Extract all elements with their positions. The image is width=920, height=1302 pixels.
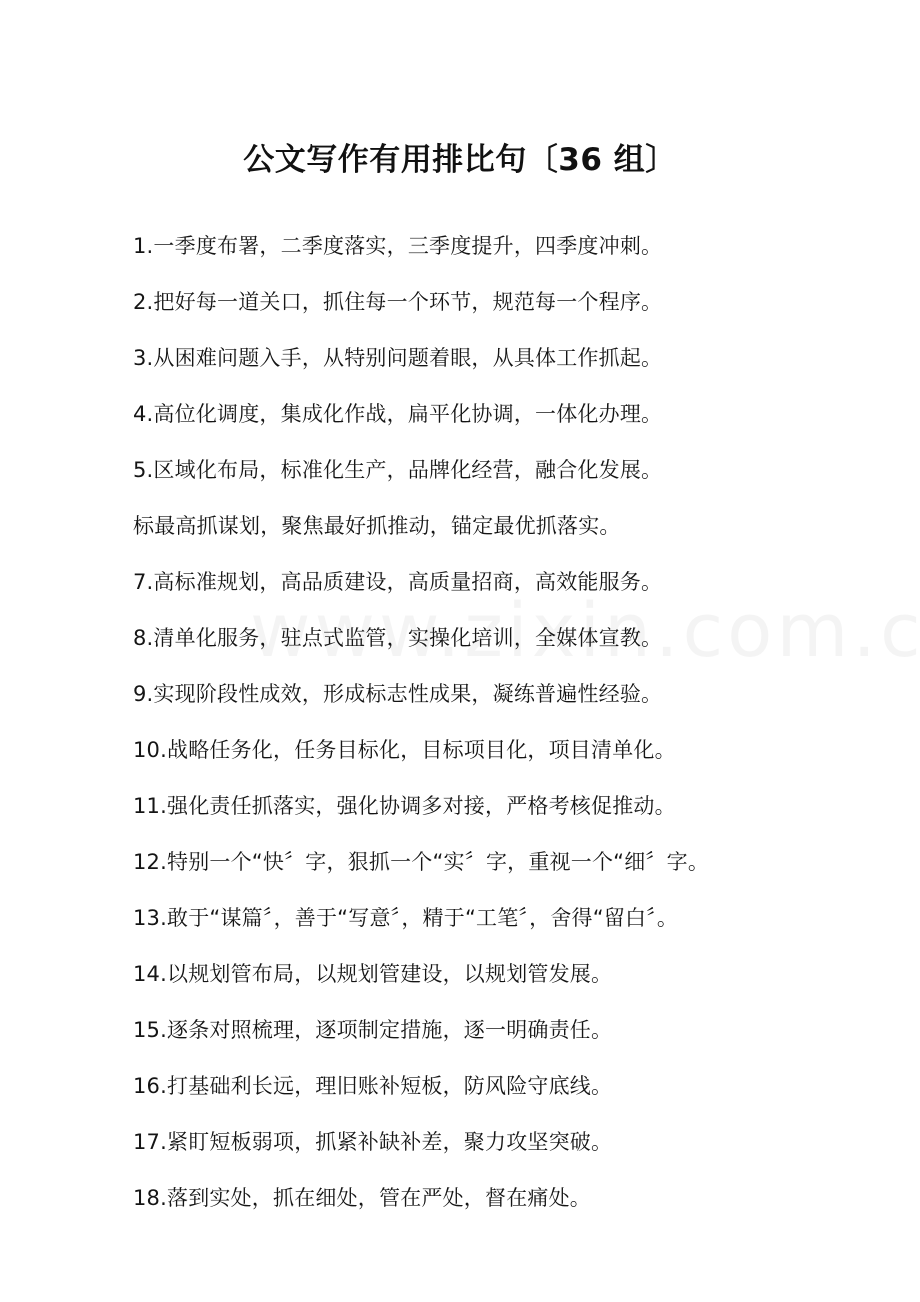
sentence-line: 18.落到实处，抓在细处，管在严处，督在痛处。 xyxy=(133,1186,591,1210)
sentence-line: 15.逐条对照梳理，逐项制定措施，逐一明确责任。 xyxy=(133,1018,613,1042)
sentence-line: 7.高标准规划，高品质建设，高质量招商，高效能服务。 xyxy=(133,570,663,594)
document-title: 公文写作有用排比句〔36 组〕 xyxy=(243,142,677,178)
sentence-line: 标最高抓谋划，聚焦最好抓推动，锚定最优抓落实。 xyxy=(133,514,621,538)
sentence-line: 17.紧盯短板弱项，抓紧补缺补差，聚力攻坚突破。 xyxy=(133,1130,613,1154)
sentence-line: 2.把好每一道关口，抓住每一个环节，规范每一个程序。 xyxy=(133,290,663,314)
sentence-line: 10.战略任务化，任务目标化，目标项目化，项目清单化。 xyxy=(133,738,676,762)
sentence-line: 8.清单化服务，驻点式监管，实操化培训，全媒体宣教。 xyxy=(133,626,663,650)
sentence-line: 13.敢于“谋篇〞，善于“写意〞，精于“工笔〞，舍得“留白〞。 xyxy=(133,906,679,930)
sentence-list xyxy=(133,225,893,1233)
sentence-line: 1.一季度布署，二季度落实，三季度提升，四季度冲刺。 xyxy=(133,234,663,258)
sentence-line: 3.从困难问题入手，从特别问题着眼，从具体工作抓起。 xyxy=(133,346,663,370)
sentence-line: 4.高位化调度，集成化作战，扁平化协调，一体化办理。 xyxy=(133,402,663,426)
sentence-line: 12.特别一个“快〞字，狠抓一个“实〞字，重视一个“细〞字。 xyxy=(133,850,710,874)
sentence-line: 9.实现阶段性成效，形成标志性成果，凝练普遍性经验。 xyxy=(133,682,663,706)
sentence-line: 14.以规划管布局，以规划管建设，以规划管发展。 xyxy=(133,962,613,986)
sentence-line: 11.强化责任抓落实，强化协调多对接，严格考核促推动。 xyxy=(133,794,676,818)
sentence-line: 5.区域化布局，标准化生产，品牌化经营，融合化发展。 xyxy=(133,458,663,482)
sentence-line: 16.打基础利长远，理旧账补短板，防风险守底线。 xyxy=(133,1074,613,1098)
